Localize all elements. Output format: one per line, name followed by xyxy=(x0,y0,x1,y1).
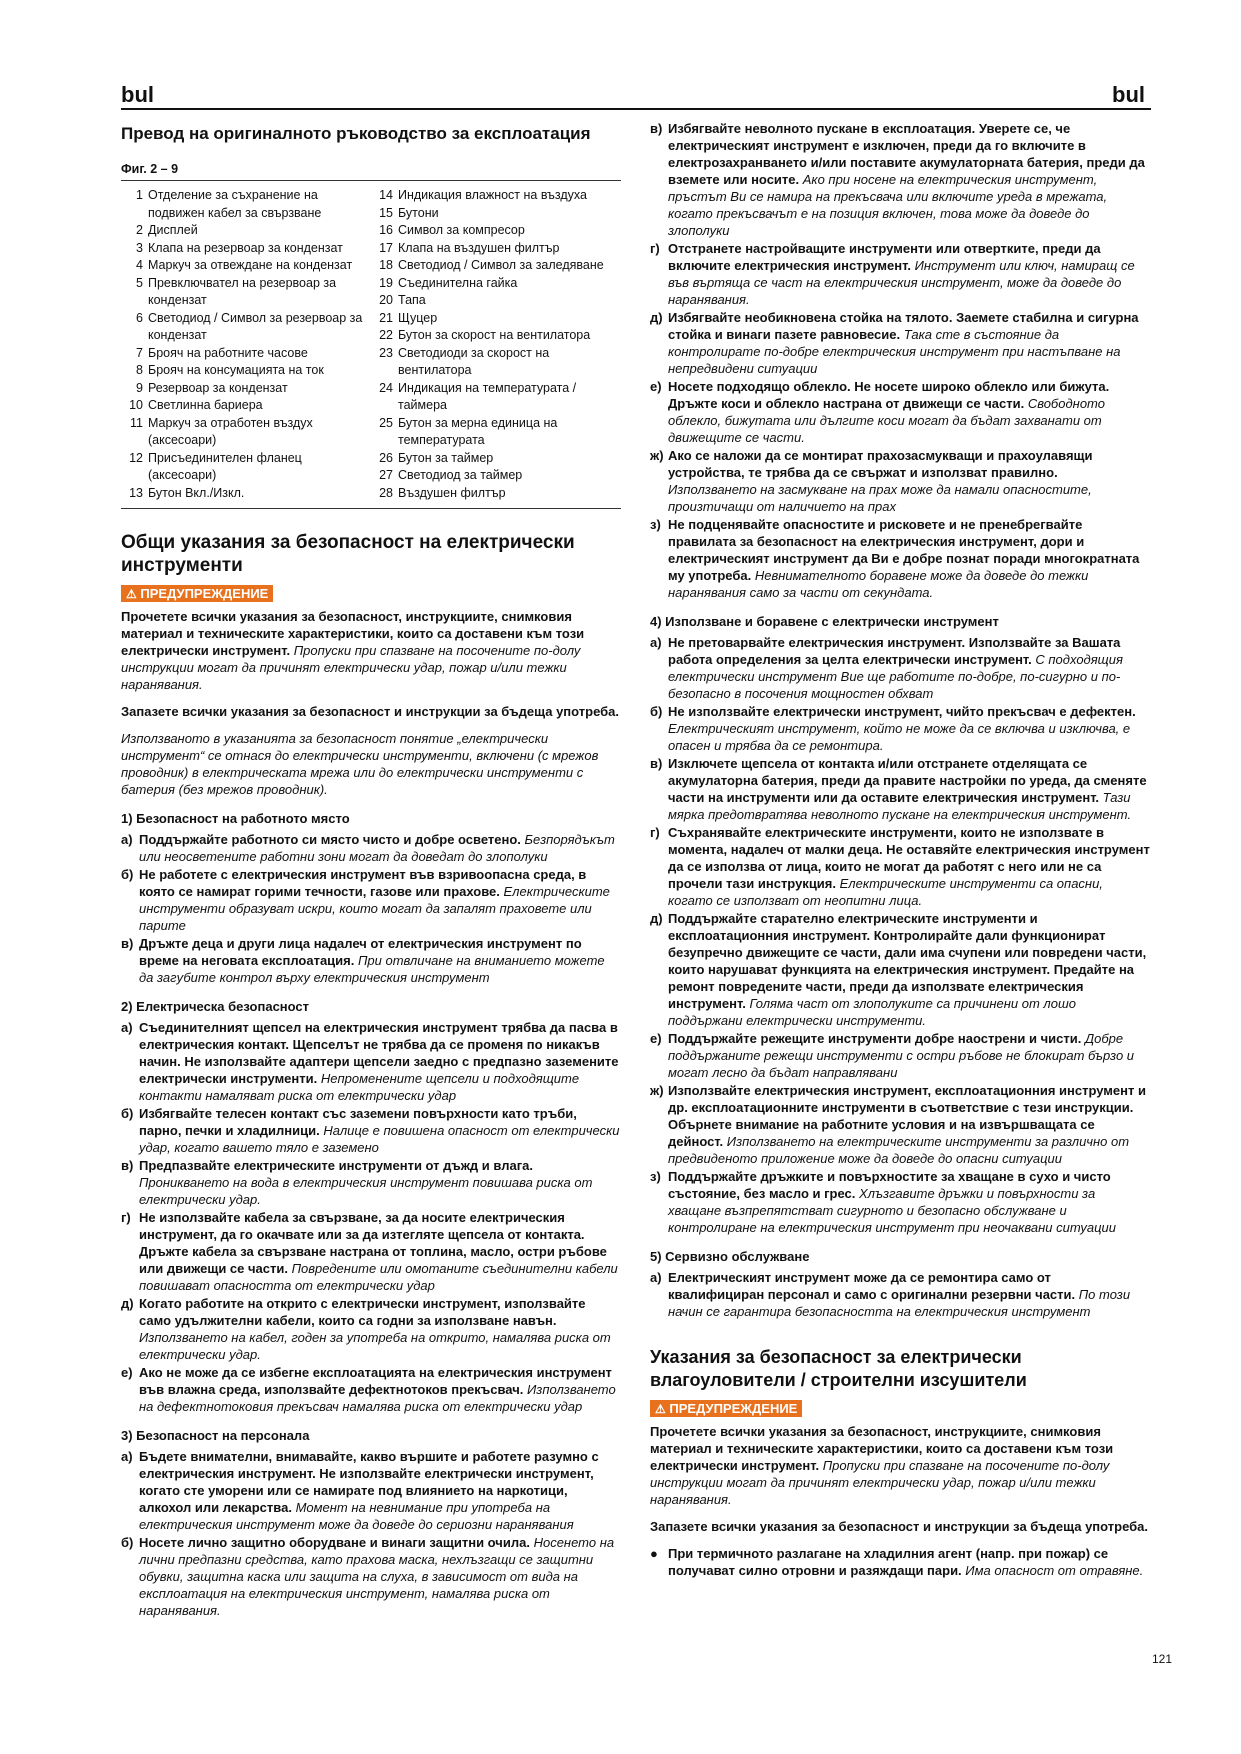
safety-item xyxy=(650,240,1150,308)
legend-text: Символ за компресор xyxy=(398,223,525,237)
item-content xyxy=(668,824,1150,909)
language-code-left: bul xyxy=(121,82,154,107)
legend-number: 25 xyxy=(379,415,393,430)
item-italic: Използването на засмукване на прах може да намали опасностите, произтичащи от наличието на прах xyxy=(668,482,1092,514)
item-marker: в) xyxy=(121,936,134,951)
item-bold: Отстранете настройващите инструменти или отвертките, преди да включите електрическия инструмент. xyxy=(668,241,1101,273)
item-italic: Голяма част от злополуките са причинени от лошо поддържани електрически инструменти. xyxy=(668,996,1077,1028)
item-italic: Свободното облекло, бижутата или дългите коси могат да бъдат захванати от движещите се части. xyxy=(668,396,1105,445)
term-definition: Използваното в указанията за безопасност понятие „електрически инструмент“ се отнася до електрически инструменти, включени (с мрежов проводник) в електрическата мрежа или до електрически инструменти с батерия (без мрежов проводник). xyxy=(121,731,599,797)
legend-number: 8 xyxy=(136,363,143,377)
safety-item xyxy=(650,447,1150,515)
intro-italic: Пропуски при спазване на посочените по-долу инструкции могат да причинят електрически удар, пожар и/или тежки наранявания. xyxy=(121,643,581,692)
section-items xyxy=(121,831,621,986)
item-content xyxy=(668,755,1150,823)
safety-item xyxy=(121,1295,621,1363)
section-heading: 5) Сервизно обслужване xyxy=(650,1249,810,1264)
legend-number: 12 xyxy=(129,450,143,465)
item-content xyxy=(139,1209,621,1294)
legend-text: Бутон за скорост на вентилатора xyxy=(398,328,591,342)
section-heading: 4) Използване и боравене с електрически инструмент xyxy=(650,614,999,629)
item-italic: Използването на дефектнотоковия прекъсвач намалява риска от електрически удар xyxy=(139,1382,616,1414)
item-marker: б) xyxy=(121,867,134,882)
safety-item xyxy=(121,1364,621,1415)
item-bold: Съединителният щепсел на електрическия инструмент трябва да пасва в електрическия контакт. Щепселът не трябва да се променя по никакъв начин. Не използвайте адаптери щепсели заедно с предпазно заземените електрически инструменти. xyxy=(139,1020,619,1086)
legend-number: 20 xyxy=(379,293,393,307)
safety-item xyxy=(650,120,1150,239)
item-content xyxy=(139,1157,621,1208)
item-italic: По този начин се гарантира безопасността на електрическия инструмент xyxy=(668,1287,1131,1319)
legend-item xyxy=(121,257,371,275)
legend-text: Светодиод / Символ за резервоар за кондензат xyxy=(148,310,363,342)
item-bold: Ако не може да се избегне експлоатацията на електрическия инструмент във влажна среда, използвайте дефектнотоков прекъсвач. xyxy=(139,1365,612,1397)
safety-item xyxy=(121,831,621,865)
legend-text: Брояч на консумацията на ток xyxy=(148,363,324,377)
warning-label: ПРЕДУПРЕЖДЕНИЕ xyxy=(140,586,269,601)
item-content xyxy=(668,309,1150,377)
item-italic: Проникването на вода в електрическия инструмент повишава риска от електрически удар. xyxy=(139,1175,593,1207)
item-italic: Непроменените щепсели и подходящите контакти намаляват риска от електрически удар xyxy=(139,1071,580,1103)
item-italic: Тази мярка предотвратява неволното пускане на електрическия инструмент. xyxy=(668,790,1132,822)
item-italic: С подходящия електрически инструмент Вие ще работите по-добре, по-сигурно и по-безопасно в посочения мощностен обхват xyxy=(668,652,1123,701)
legend-number: 4 xyxy=(136,258,143,272)
item-bold: Не работете с електрическия инструмент във взривоопасна среда, в която се намират горими течности, газове или прахове. xyxy=(139,867,587,899)
item-italic: Инструмент или ключ, намиращ се във въртяща се част на електрическия инструмент, може да доведе до наранявания. xyxy=(668,258,1135,307)
item-content xyxy=(668,1168,1150,1236)
item-content xyxy=(668,447,1150,515)
item-marker: а) xyxy=(121,832,133,847)
item-italic: Електрическият инструмент, който не може да се включва и изключва, е опасен и трябва да се ремонтира. xyxy=(668,721,1131,753)
page-number: 121 xyxy=(1152,1652,1173,1666)
right-safety-sections xyxy=(650,613,1150,1320)
legend-text: Резервоар за кондензат xyxy=(148,380,288,395)
legend-text: Светодиоди за скорост на вентилатора xyxy=(398,345,550,377)
section-heading: 1) Безопасност на работното място xyxy=(121,811,350,826)
item-italic: Хлъзгавите дръжки и повърхности за хващане възпрепятстват сигурното и безопасно обслужване и контролиране на електрическия инструмент при неочаквани ситуации xyxy=(668,1186,1116,1235)
safety-item xyxy=(650,1269,1150,1320)
intro-paragraph xyxy=(121,608,621,693)
item-marker: ж) xyxy=(650,1083,664,1098)
item-content xyxy=(668,1269,1150,1320)
warning-triangle-icon: ⚠ xyxy=(655,1402,666,1416)
item-content xyxy=(139,1019,621,1104)
safety-item xyxy=(650,516,1150,601)
legend-number: 7 xyxy=(136,345,143,360)
legend-text: Клапа на резервоар за кондензат xyxy=(148,240,343,255)
item-italic: Ако при носене на електрическия инструмент, пръстът Ви се намира на прекъсвача или включите уреда в мрежата, когато прекъсвачът е на позиция включен, това може да доведе до злополуки xyxy=(668,172,1108,238)
legend-item xyxy=(371,327,621,345)
legend-number: 15 xyxy=(379,205,393,220)
legend-text: Светодиод за таймер xyxy=(398,468,523,482)
item-content xyxy=(139,1295,621,1363)
item-italic: Използването на електрическите инструменти за различно от предвиденото приложение може да доведе до опасни ситуации xyxy=(668,1134,1130,1166)
item-content xyxy=(139,866,621,934)
item-content xyxy=(668,240,1150,308)
legend-number: 28 xyxy=(379,485,393,500)
section-items xyxy=(650,634,1150,1236)
legend-item xyxy=(121,485,371,503)
legend-number: 9 xyxy=(136,380,143,395)
legend-item xyxy=(371,205,621,223)
safety-item xyxy=(121,1019,621,1104)
item-marker: а) xyxy=(650,1270,662,1285)
section-heading: 3) Безопасност на персонала xyxy=(121,1428,310,1443)
left-safety-sections xyxy=(121,810,621,1619)
item-content xyxy=(139,1364,621,1415)
legend-item xyxy=(371,450,621,468)
item-bold: Дръжте деца и други лица надалеч от електрическия инструмент по време на неговата експлоатация. xyxy=(139,936,582,968)
item-bold: Съхранявайте електрическите инструменти, които не използвате в момента, надалеч от малки деца. Не оставяйте електрическия инструмент да се използва от лица, които не могат да работят с него или не са прочели тази инструкция. xyxy=(668,825,1150,891)
intro-bold: Прочетете всички указания за безопасност, инструкциите, снимковия материал и техническите характеристики, които са доставени към този електрически инструмент. xyxy=(650,1424,1114,1473)
legend-text: Съединителна гайка xyxy=(398,275,518,290)
warning-badge xyxy=(650,1400,802,1417)
safety-item xyxy=(650,1030,1150,1081)
right-top-items xyxy=(650,120,1150,601)
legend-number: 13 xyxy=(129,485,143,500)
intro-italic: Пропуски при спазване на посочените по-долу инструкции могат да причинят електрически удар, пожар и/или тежки наранявания. xyxy=(650,1458,1110,1507)
intro-bold: Прочетете всички указания за безопасност, инструкциите, снимковия материал и техническите характеристики, които са доставени към този електрически инструмент. xyxy=(121,609,585,658)
item-marker: б) xyxy=(121,1535,134,1550)
legend-text: Светлинна бариера xyxy=(148,398,263,412)
legend-number: 16 xyxy=(379,223,393,237)
item-bold: Не използвайте електрически инструмент, чийто прекъсвач е дефектен. xyxy=(668,704,1136,719)
legend-item xyxy=(371,415,621,450)
legend-item xyxy=(121,397,371,415)
legend-item xyxy=(371,467,621,485)
item-bold: Бъдете внимателни, внимавайте, какво вършите и работете разумно с електрическия инструмент. Не използвайте електрически инструмент, когато сте уморени или се намирате под влиянието на наркотици, алкохол или лекарства. xyxy=(139,1449,599,1515)
item-content xyxy=(139,935,621,986)
item-bold: Избягвайте необикновена стойка на тялото. Заемете стабилна и сигурна стойка и винаги пазете равновесие. xyxy=(668,310,1139,342)
bullet-dot-icon: ● xyxy=(650,1546,658,1561)
legend-number: 1 xyxy=(136,188,143,202)
safety-item xyxy=(121,866,621,934)
section-title-general-safety: Общи указания за безопасност на електрически инструменти xyxy=(121,532,575,576)
legend-text: Брояч на работните часове xyxy=(148,345,308,360)
item-marker: ж) xyxy=(650,448,664,463)
legend-number: 19 xyxy=(379,275,393,290)
item-bold: Не претоварвайте електрическия инструмент. Използвайте за Вашата работа определения за целта електрически инструмент. xyxy=(668,635,1121,667)
item-italic: Безпорядъкът или неосветените работни зони могат да доведат до злополуки xyxy=(139,832,615,864)
item-marker: б) xyxy=(650,704,663,719)
item-bold: Избягвайте неволното пускане в експлоатация. Уверете се, че електрическият инструмент е изключен, преди да го включите в електрозахранването и/или поставите акумулаторната батерия, преди да вземете или носите. xyxy=(668,121,1145,187)
legend-number: 21 xyxy=(379,310,393,325)
figure-label: Фиг. 2 – 9 xyxy=(121,162,179,176)
legend-number: 14 xyxy=(379,188,393,202)
legend-item xyxy=(121,222,371,240)
legend-number: 24 xyxy=(379,380,393,395)
legend-text: Бутони xyxy=(398,205,439,220)
legend-text: Индикация влажност на въздуха xyxy=(398,188,587,202)
legend-number: 22 xyxy=(379,328,393,342)
item-italic: При отвличане на вниманието можете да загубите контрол върху електрическия инструмент xyxy=(139,953,605,985)
legend-number: 11 xyxy=(130,415,143,430)
item-marker: е) xyxy=(650,379,662,394)
legend-number: 2 xyxy=(136,223,143,237)
legend-number: 10 xyxy=(129,398,143,412)
item-marker: д) xyxy=(650,310,663,325)
item-italic: Момент на невнимание при употреба на електрическия инструмент може да доведе до сериозни наранявания xyxy=(139,1500,574,1532)
safety-item xyxy=(650,910,1150,1029)
item-marker: е) xyxy=(650,1031,662,1046)
item-italic: Невнимателното боравене може да доведе до тежки наранявания само за части от секундата. xyxy=(668,568,1089,600)
legend-text: Бутон Вкл./Изкл. xyxy=(148,485,245,500)
language-code-right: bul xyxy=(1112,82,1145,107)
safety-item xyxy=(650,755,1150,823)
item-bold: Изключете щепсела от контакта и/или отстранете отделящата се акумулаторна батерия, преди да правите настройки по уреда, да сменяте части на инструменти или да оставите електрическия инструмент. xyxy=(668,756,1147,805)
item-content xyxy=(668,1030,1150,1081)
item-italic: Повредените или омотаните съединителни кабели повишават опасността от електрически удар xyxy=(139,1261,618,1293)
legend-number: 3 xyxy=(136,240,143,255)
legend-column-left xyxy=(121,187,371,502)
bullet-bold: При термичното разлагане на хладилния агент (напр. при пожар) се получават силно отровни и разяждащи пари. xyxy=(668,1546,1109,1578)
item-marker: а) xyxy=(121,1020,133,1035)
safety-item xyxy=(121,1209,621,1294)
header-rule xyxy=(121,108,1151,110)
legend-text: Маркуч за отработен въздух (аксесоари) xyxy=(148,415,313,447)
legend-number: 23 xyxy=(379,345,393,360)
legend-text: Клапа на въздушен филтър xyxy=(398,240,560,255)
item-bold: Носете лично защитно оборудване и винаги защитни очила. xyxy=(139,1535,530,1550)
legend-number: 26 xyxy=(379,450,393,465)
item-content xyxy=(139,1105,621,1156)
legend-item xyxy=(371,485,621,503)
legend-item xyxy=(371,380,621,415)
safety-item xyxy=(121,1448,621,1533)
legend-item xyxy=(121,345,371,363)
warning-triangle-icon: ⚠ xyxy=(126,587,137,601)
item-content xyxy=(668,703,1150,754)
safety-item xyxy=(650,378,1150,446)
item-content xyxy=(139,1534,621,1619)
item-marker: б) xyxy=(121,1106,134,1121)
safety-item xyxy=(121,1534,621,1619)
figure-legend xyxy=(121,187,621,502)
legend-column-right xyxy=(371,187,621,502)
legend-number: 5 xyxy=(136,275,143,290)
legend-item xyxy=(371,275,621,293)
item-marker: а) xyxy=(650,635,662,650)
item-content xyxy=(668,634,1150,702)
legend-item xyxy=(371,257,621,275)
item-content xyxy=(139,831,621,865)
section-heading: 2) Електрическа безопасност xyxy=(121,999,310,1014)
right-column xyxy=(650,120,1150,1579)
item-italic: Електрическите инструменти са опасни, когато се използват от неопитни лица. xyxy=(668,876,1103,908)
left-column xyxy=(121,120,621,1620)
safety-item xyxy=(650,1082,1150,1167)
item-italic: Така сте в състояние да контролирате по-добре електрическия инструмент при настъпване на непредвидени ситуации xyxy=(668,327,1121,376)
section-items xyxy=(650,1269,1150,1320)
section-items xyxy=(121,1019,621,1415)
legend-text: Отделение за съхранение на подвижен кабел за свързване xyxy=(148,188,322,220)
safety-item xyxy=(650,634,1150,702)
item-marker: з) xyxy=(650,1169,661,1184)
item-italic: Носенето на лични предпазни средства, като прахова маска, нехлъзгащи се защитни обувки, защитна каска или защита на слуха, в зависимост от вида на експлоатация на електрическия инструмент, намалява риска от наранявания. xyxy=(139,1535,615,1618)
item-marker: д) xyxy=(121,1296,134,1311)
item-content xyxy=(668,378,1150,446)
legend-text: Бутон за мерна единица на температурата xyxy=(398,415,558,447)
intro-paragraph xyxy=(650,1423,1150,1508)
item-italic: Електрическите инструменти образуват искри, които могат да запалят праховете или парите xyxy=(139,884,610,933)
item-italic: Налице е повишена опасност от електрически удар, когато вашето тяло е заземено xyxy=(139,1123,620,1155)
item-marker: а) xyxy=(121,1449,133,1464)
item-bold: Поддържайте работното си място чисто и добре осветено. xyxy=(139,832,521,847)
legend-item xyxy=(121,450,371,485)
item-content xyxy=(668,910,1150,1029)
warning-badge xyxy=(121,585,273,602)
item-marker: г) xyxy=(650,241,660,256)
legend-item xyxy=(371,240,621,258)
legend-number: 17 xyxy=(379,240,393,255)
item-marker: в) xyxy=(121,1158,134,1173)
item-marker: е) xyxy=(121,1365,133,1380)
section-items xyxy=(121,1448,621,1619)
legend-item xyxy=(371,345,621,380)
safety-item xyxy=(650,703,1150,754)
item-bold: Използвайте електрическия инструмент, експлоатационния инструмент и др. експлоатационните инструменти в съответствие с тези инструкции. Обърнете внимание на работните условия и на извършващата се дейност. xyxy=(668,1083,1146,1149)
legend-text: Щуцер xyxy=(398,310,438,325)
legend-item xyxy=(371,222,621,240)
legend-item xyxy=(121,380,371,398)
item-bold: Не използвайте кабела за свързване, за да носите електрическия инструмент, да го окачвате или за да изтегляте щепсела от контакта. Дръжте кабела за свързване настрана от топлина, масло, остри ръбове или движещи се части. xyxy=(139,1210,607,1276)
keep-instructions: Запазете всички указания за безопасност и инструкции за бъдеща употреба. xyxy=(121,704,620,719)
safety-item xyxy=(650,824,1150,909)
item-bold: Поддържайте дръжките и повърхностите за хващане в сухо и чисто състояние, без масло и грес. xyxy=(668,1169,1111,1201)
legend-item xyxy=(121,275,371,310)
legend-number: 18 xyxy=(379,258,393,272)
item-bold: Избягвайте телесен контакт със заземени повърхности като тръби, парно, печки и хладилници. xyxy=(139,1106,577,1138)
manual-title: Превод на оригиналното ръководство за експлоатация xyxy=(121,124,591,143)
legend-text: Тапа xyxy=(398,293,426,307)
legend-text: Въздушен филтър xyxy=(398,485,506,500)
safety-item xyxy=(121,1105,621,1156)
legend-item xyxy=(121,187,371,222)
legend-item xyxy=(121,240,371,258)
legend-number: 6 xyxy=(136,310,143,325)
safety-item xyxy=(121,935,621,986)
keep-instructions: Запазете всички указания за безопасност и инструкции за бъдеща употреба. xyxy=(650,1519,1149,1534)
warning-label: ПРЕДУПРЕЖДЕНИЕ xyxy=(669,1401,798,1416)
item-content xyxy=(668,120,1150,239)
item-marker: в) xyxy=(650,756,663,771)
item-bold: Поддържайте режещите инструменти добре наострени и чисти. xyxy=(668,1031,1082,1046)
bullet-italic: Има опасност от отравяне. xyxy=(965,1563,1144,1578)
legend-number: 27 xyxy=(379,468,393,482)
item-italic: Използването на кабел, годен за употреба на открито, намалява риска от електрически удар. xyxy=(139,1330,611,1362)
legend-item xyxy=(371,187,621,205)
legend-text: Присъединителен фланец (аксесоари) xyxy=(148,450,302,482)
item-bold: Не подценявайте опасностите и рисковете и не пренебрегвайте правилата за безопасност на електрическия инструмент, дори и електрическият инструмент да Ви е добре познат поради многократната му употреба. xyxy=(668,517,1140,583)
item-bold: Поддържайте старателно електрическите инструменти и експлоатационния инструмент. Контролирайте дали функционират безупречно движещите се части, дали има счупени или повредени части, които нарушават функцията на електрическия инструмент. Предайте на ремонт повредените части, преди да използвате електрическия инструмент. xyxy=(668,911,1147,1011)
item-content xyxy=(139,1448,621,1533)
safety-item xyxy=(650,309,1150,377)
item-bold: Ако се наложи да се монтират прахозасмукващи и прахоулавящи устройства, те трябва да се свържат и използват правилно. xyxy=(668,448,1093,480)
legend-text: Превключвател на резервоар за кондензат xyxy=(148,275,337,307)
legend-item xyxy=(121,415,371,450)
item-marker: в) xyxy=(650,121,663,136)
item-italic: Добре поддържаните режещи инструменти с остри ръбове не блокират бързо и могат лесно да бъдат направлявани xyxy=(668,1031,1135,1080)
item-content xyxy=(668,1082,1150,1167)
item-marker: г) xyxy=(650,825,660,840)
legend-text: Маркуч за отвеждане на кондензат xyxy=(148,258,353,272)
legend-text: Дисплей xyxy=(148,223,198,237)
item-bold: Носете подходящо облекло. Не носете широко облекло или бижута. Дръжте коси и облекло настрана от движещи се части. xyxy=(668,379,1110,411)
legend-text: Бутон за таймер xyxy=(398,450,494,465)
legend-item xyxy=(121,362,371,380)
safety-item xyxy=(121,1157,621,1208)
divider xyxy=(121,508,621,509)
item-marker: з) xyxy=(650,517,661,532)
legend-item xyxy=(371,292,621,310)
item-bold: Предпазвайте електрическите инструменти от дъжд и влага. xyxy=(139,1158,533,1173)
safety-item xyxy=(650,1168,1150,1236)
legend-item xyxy=(121,310,371,345)
item-marker: г) xyxy=(121,1210,131,1225)
legend-text: Светодиод / Символ за заледяване xyxy=(398,258,604,272)
bullet-item xyxy=(650,1545,1150,1579)
legend-text: Индикация на температурата / таймера xyxy=(398,380,577,412)
section-title-dehumidifier-safety: Указания за безопасност за електрически влагоуловители / строителни изсушители xyxy=(650,1347,1027,1390)
item-bold: Електрическият инструмент може да се ремонтира само от квалифициран персонал и само с оригинални резервни части. xyxy=(668,1270,1076,1302)
item-content xyxy=(668,516,1150,601)
legend-item xyxy=(371,310,621,328)
divider xyxy=(121,180,621,181)
item-bold: Когато работите на открито с електрически инструмент, използвайте само удължителни кабели, които са годни за използване навън. xyxy=(139,1296,586,1328)
item-marker: д) xyxy=(650,911,663,926)
